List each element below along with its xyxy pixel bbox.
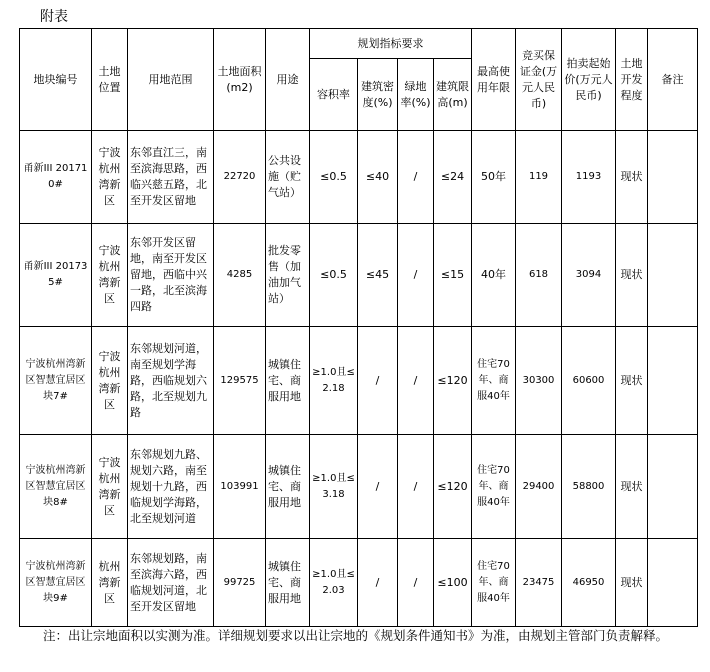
- cell-green: /: [398, 224, 434, 327]
- header-planning-group: 规划指标要求: [310, 29, 472, 59]
- cell-scope: 东邻规划河道，南至规划学海路，西临规划六路，北至规划九路: [128, 327, 214, 435]
- cell-stage: 现状: [616, 435, 648, 539]
- cell-far: ≥1.0且≤3.18: [310, 435, 358, 539]
- cell-start-price: 3094: [562, 224, 616, 327]
- cell-location: 杭州湾新区: [92, 539, 128, 627]
- cell-far: ≤0.5: [310, 131, 358, 224]
- cell-deposit: 30300: [516, 327, 562, 435]
- header-far: 容积率: [310, 59, 358, 131]
- cell-scope: 东邻规划路，南至滨海六路，西临规划河道，北至开发区留地: [128, 539, 214, 627]
- cell-area: 4285: [214, 224, 266, 327]
- table-row: [20, 131, 698, 224]
- cell-height: ≤120: [434, 435, 472, 539]
- cell-start-price: 46950: [562, 539, 616, 627]
- cell-use: 公共设施（贮气站）: [266, 131, 310, 224]
- cell-area: 22720: [214, 131, 266, 224]
- cell-location: 宁波杭州湾新区: [92, 435, 128, 539]
- page-title: 附表: [40, 9, 68, 25]
- cell-use: 批发零售（加油加气站）: [266, 224, 310, 327]
- cell-area: 129575: [214, 327, 266, 435]
- cell-scope: 东邻直江三，南至滨海思路，西临兴慈五路，北至开发区留地: [128, 131, 214, 224]
- land-table: [19, 28, 698, 627]
- cell-green: /: [398, 435, 434, 539]
- cell-remark: [648, 224, 698, 327]
- cell-scope: 东邻开发区留地，南至开发区留地，西临中兴一路，北至滨海四路: [128, 224, 214, 327]
- cell-location: 宁波杭州湾新区: [92, 131, 128, 224]
- cell-area: 103991: [214, 435, 266, 539]
- cell-code: 宁波杭州湾新区智慧宜居区块7#: [20, 327, 92, 435]
- cell-height: ≤120: [434, 327, 472, 435]
- cell-term: 50年: [472, 131, 516, 224]
- cell-code: 甬新III 201710#: [20, 131, 92, 224]
- cell-use: 城镇住宅、商服用地: [266, 539, 310, 627]
- header-height: 建筑限高(m): [434, 59, 472, 131]
- cell-start-price: 60600: [562, 327, 616, 435]
- cell-far: ≤0.5: [310, 224, 358, 327]
- cell-term: 40年: [472, 224, 516, 327]
- cell-density: /: [358, 435, 398, 539]
- table-row: [20, 224, 698, 327]
- cell-green: /: [398, 131, 434, 224]
- cell-height: ≤15: [434, 224, 472, 327]
- cell-deposit: 119: [516, 131, 562, 224]
- cell-area: 99725: [214, 539, 266, 627]
- cell-density: ≤40: [358, 131, 398, 224]
- cell-use: 城镇住宅、商服用地: [266, 435, 310, 539]
- cell-term: 住宅70年、商服40年: [472, 327, 516, 435]
- header-density: 建筑密度(%): [358, 59, 398, 131]
- cell-location: 宁波杭州湾新区: [92, 327, 128, 435]
- header-remark: 备注: [648, 29, 698, 131]
- header-term: 最高使用年限: [472, 29, 516, 131]
- cell-green: /: [398, 327, 434, 435]
- cell-stage: 现状: [616, 131, 648, 224]
- table-row: [20, 539, 698, 627]
- header-start-price: 拍卖起始价(万元人民币): [562, 29, 616, 131]
- header-area: 土地面积(m2): [214, 29, 266, 131]
- header-deposit: 竞买保证金(万元人民币): [516, 29, 562, 131]
- cell-use: 城镇住宅、商服用地: [266, 327, 310, 435]
- cell-green: /: [398, 539, 434, 627]
- footnote: 注：出让宗地面积以实测为准。详细规划要求以出让宗地的《规划条件通知书》为准，由规划主管部门负责解释。: [43, 628, 669, 643]
- cell-remark: [648, 131, 698, 224]
- cell-far: ≥1.0且≤2.18: [310, 327, 358, 435]
- header-green: 绿地率(%): [398, 59, 434, 131]
- cell-term: 住宅70年、商服40年: [472, 435, 516, 539]
- cell-code: 宁波杭州湾新区智慧宜居区块8#: [20, 435, 92, 539]
- cell-location: 宁波杭州湾新区: [92, 224, 128, 327]
- cell-start-price: 1193: [562, 131, 616, 224]
- cell-stage: 现状: [616, 224, 648, 327]
- cell-deposit: 618: [516, 224, 562, 327]
- cell-remark: [648, 435, 698, 539]
- header-scope: 用地范围: [128, 29, 214, 131]
- cell-far: ≥1.0且≤2.03: [310, 539, 358, 627]
- header-location: 土地位置: [92, 29, 128, 131]
- cell-density: ≤45: [358, 224, 398, 327]
- cell-start-price: 58800: [562, 435, 616, 539]
- header-use: 用途: [266, 29, 310, 131]
- cell-stage: 现状: [616, 327, 648, 435]
- cell-code: 宁波杭州湾新区智慧宜居区块9#: [20, 539, 92, 627]
- cell-stage: 现状: [616, 539, 648, 627]
- header-row-1: [20, 29, 698, 59]
- header-code: 地块编号: [20, 29, 92, 131]
- cell-deposit: 23475: [516, 539, 562, 627]
- cell-density: /: [358, 327, 398, 435]
- table-row: [20, 435, 698, 539]
- table-row: [20, 327, 698, 435]
- cell-remark: [648, 539, 698, 627]
- cell-remark: [648, 327, 698, 435]
- cell-term: 住宅70年、商服40年: [472, 539, 516, 627]
- cell-height: ≤100: [434, 539, 472, 627]
- cell-code: 甬新III 201735#: [20, 224, 92, 327]
- cell-scope: 东邻规划九路、规划六路，南至规划十九路，西临规划学海路，北至规划河道: [128, 435, 214, 539]
- cell-density: /: [358, 539, 398, 627]
- header-stage: 土地开发程度: [616, 29, 648, 131]
- cell-height: ≤24: [434, 131, 472, 224]
- cell-deposit: 29400: [516, 435, 562, 539]
